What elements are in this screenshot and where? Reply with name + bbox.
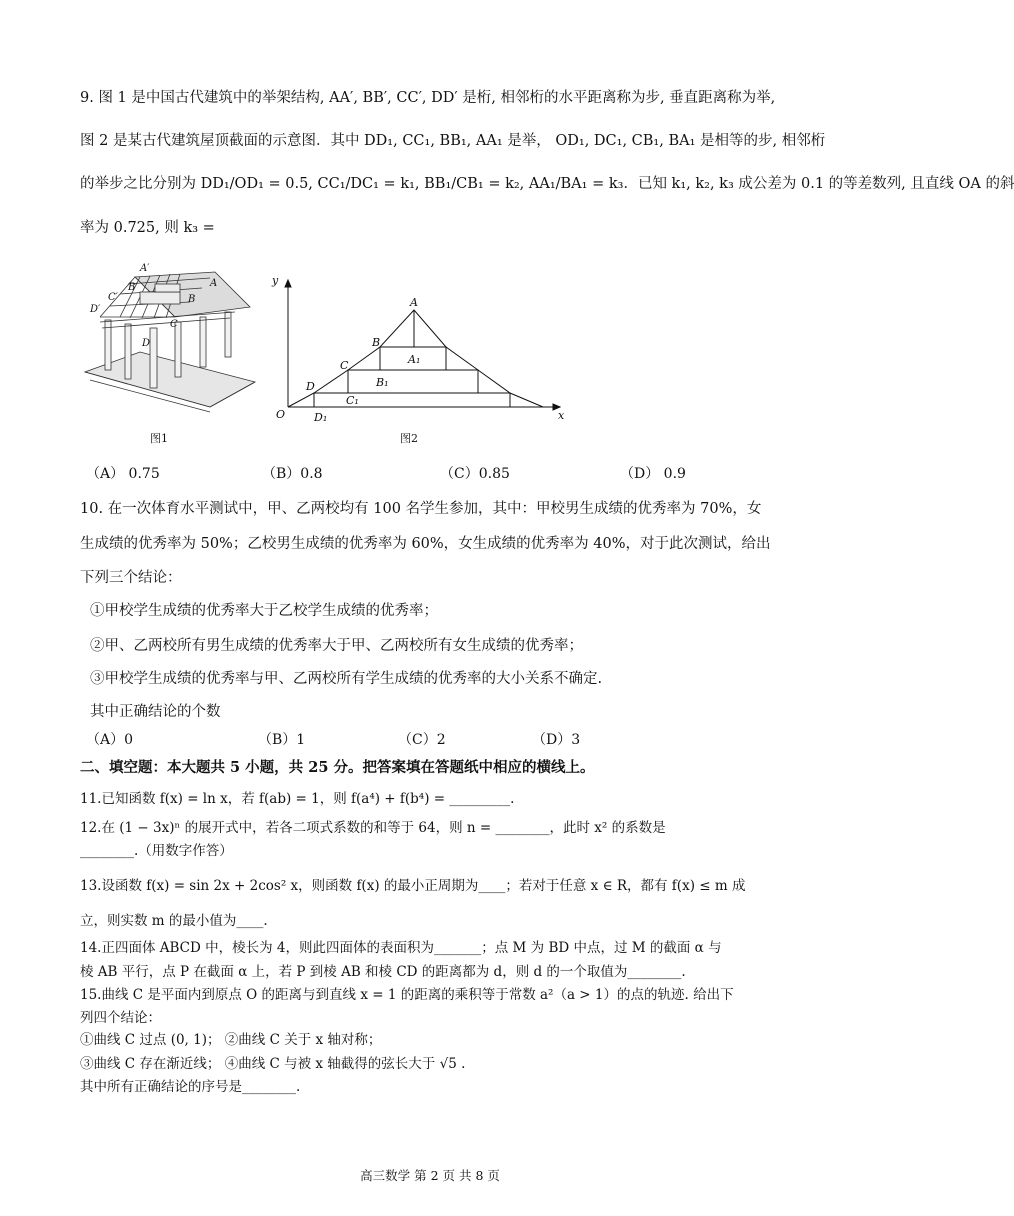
q14-line-2: 棱 AB 平行，点 P 在截面 α 上，若 P 到棱 AB 和棱 CD 的距离都为 d，则 d 的一个取值为________. (80, 964, 686, 980)
fig2-label-d: D (306, 380, 315, 393)
fig1-label-a: A (210, 278, 218, 289)
q10-ask: 其中正确结论的个数 (90, 704, 221, 720)
q10-line-3: 下列三个结论： (80, 570, 182, 586)
figure-2-roof-section (268, 272, 568, 427)
fig2-label-b: B (372, 336, 381, 349)
q13-line-2: 立，则实数 m 的最小值为____. (80, 913, 268, 929)
q15-line-3: ①曲线 C 过点 (0, 1)； ②曲线 C 关于 x 轴对称； (80, 1032, 382, 1048)
q14-line-1: 14.正四面体 ABCD 中，棱长为 4，则此四面体的表面积为_______；点 M 为 BD 中点，过 M 的截面 α 与 (80, 940, 722, 956)
q15-line-4: ③曲线 C 存在渐近线； ④曲线 C 与被 x 轴截得的弦长大于 √5 . (80, 1056, 466, 1072)
q15-line-2: 列四个结论： (80, 1010, 161, 1026)
fig2-label-o: O (276, 408, 286, 421)
fig1-label-c: C (170, 319, 178, 330)
fig2-label-d1: D₁ (314, 411, 328, 424)
q11-line: 11.已知函数 f(x) = ln x，若 f(ab) = 1，则 f(a⁴) + f(b⁴) = _________. (80, 791, 515, 807)
q10-choice-a: （A）0 (86, 732, 134, 748)
q10-choice-c: （C）2 (398, 732, 446, 748)
q10-conclusion-2: ②甲、乙两校所有男生成绩的优秀率大于甲、乙两校所有女生成绩的优秀率； (90, 638, 583, 654)
figure-1-caption: 图1 (150, 432, 168, 445)
q10-choice-d: （D）3 (532, 732, 581, 748)
q9-choice-d: （D） 0.9 (620, 466, 686, 482)
q10-conclusion-3: ③甲校学生成绩的优秀率与甲、乙两校所有学生成绩的优秀率的大小关系不确定. (90, 671, 603, 687)
fig2-label-x: x (558, 409, 565, 422)
q9-choice-b: （B）0.8 (262, 466, 323, 482)
fig1-label-a-prime: A′ (140, 263, 150, 274)
fig2-label-c1: C₁ (346, 394, 359, 407)
section-2-heading: 二、填空题：本大题共 5 小题，共 25 分。把答案填在答题纸中相应的横线上。 (80, 759, 595, 776)
fig1-label-c-prime: C′ (108, 292, 118, 303)
fig1-label-b-prime: B′ (128, 282, 138, 293)
fig1-label-d-prime: D′ (90, 304, 101, 315)
q9-choice-c: （C）0.85 (440, 466, 510, 482)
fig2-label-a1: A₁ (408, 353, 421, 366)
page-footer: 高三数学 第 2 页 共 8 页 (360, 1168, 500, 1183)
q9-line-3: 的举步之比分别为 DD₁/OD₁ = 0.5, CC₁/DC₁ = k₁, BB₁/CB₁ = k₂, AA₁/BA₁ = k₃．已知 k₁, k₂, k₃ 成公差为 0.1 的等差数列, 且直线 OA 的斜 (80, 176, 1014, 192)
fig2-label-b1: B₁ (376, 376, 389, 389)
figure-2-caption: 图2 (400, 432, 418, 445)
q15-line-5: 其中所有正确结论的序号是________. (80, 1079, 301, 1095)
q13-line-1: 13.设函数 f(x) = sin 2x + 2cos² x，则函数 f(x) 的最小正周期为____；若对于任意 x ∈ R，都有 f(x) ≤ m 成 (80, 878, 746, 894)
q12-line-2: ________.（用数字作答） (80, 843, 233, 859)
q9-line-4: 率为 0.725, 则 k₃ = (80, 220, 215, 236)
q9-line-1: 9. 图 1 是中国古代建筑中的举架结构, AA′, BB′, CC′, DD′ 是桁, 相邻桁的水平距离称为步, 垂直距离称为举, (80, 90, 776, 106)
q10-choice-b: （B）1 (258, 732, 306, 748)
q9-choice-a: （A） 0.75 (86, 466, 160, 482)
q10-line-2: 生成绩的优秀率为 50%；乙校男生成绩的优秀率为 60%，女生成绩的优秀率为 40%，对于此次测试，给出 (80, 536, 771, 552)
q9-line-2: 图 2 是某古代建筑屋顶截面的示意图．其中 DD₁, CC₁, BB₁, AA₁ 是举， OD₁, DC₁, CB₁, BA₁ 是相等的步, 相邻桁 (80, 133, 826, 149)
q15-line-1: 15.曲线 C 是平面内到原点 O 的距离与到直线 x = 1 的距离的乘积等于常数 a²（a > 1）的点的轨迹. 给出下 (80, 987, 734, 1003)
fig1-label-d: D (142, 338, 151, 349)
q10-line-1: 10. 在一次体育水平测试中，甲、乙两校均有 100 名学生参加，其中：甲校男生成绩的优秀率为 70%，女 (80, 501, 762, 517)
q12-line-1: 12.在 (1 − 3x)ⁿ 的展开式中，若各二项式系数的和等于 64，则 n = ________，此时 x² 的系数是 (80, 820, 666, 836)
figure-1-roof-structure (80, 262, 260, 412)
fig2-label-y: y (272, 274, 279, 287)
q10-conclusion-1: ①甲校学生成绩的优秀率大于乙校学生成绩的优秀率； (90, 603, 438, 619)
fig2-label-c: C (340, 359, 349, 372)
fig2-label-a: A (410, 296, 418, 309)
fig1-label-b: B (188, 294, 196, 305)
